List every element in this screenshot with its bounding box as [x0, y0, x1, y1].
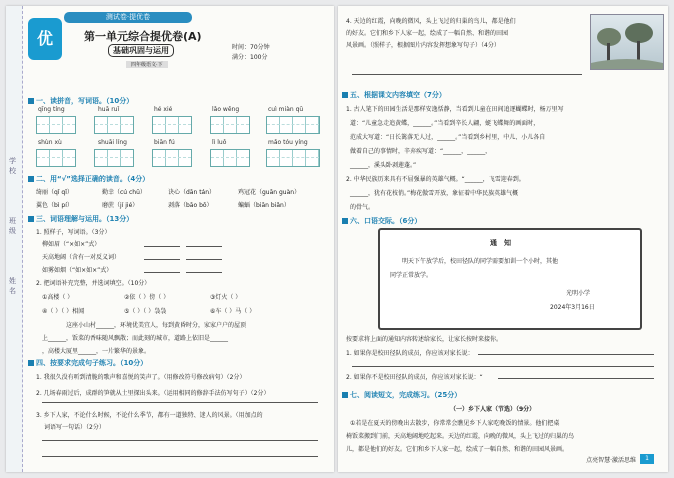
question: 天高地阔（含有一对反义词） — [42, 254, 121, 261]
pinyin: mǎo tóu yíng — [268, 139, 308, 146]
reading-text: 椅饭菜搬到门前，天高地阔地吃起来。天边的红霞，向晚的微风，头上飞过的归巢的鸟 — [346, 433, 575, 440]
choice[interactable]: 翼色（bì pí） — [36, 202, 73, 209]
choice[interactable]: 绮丽（qǐ qǐ） — [36, 189, 73, 196]
answer-line[interactable] — [498, 378, 654, 379]
binding-gutter — [6, 6, 23, 472]
answer-line[interactable] — [144, 272, 180, 273]
option: ⑤（ ）（ ）袅袅 — [124, 308, 167, 315]
text-line: 2. 中华民族历来具有不屈强暴的英雄气概。“______，飞雪迎春到。 — [346, 176, 525, 183]
question: 词语写一句话）（2分） — [44, 424, 105, 431]
pinyin: cuì miàn qū — [268, 106, 304, 113]
pinyin: shùn xù — [38, 139, 62, 146]
banner: 测试卷·提优卷 — [64, 12, 192, 23]
text-line: 做着自己的事情时，辛弃疾写道：“______，______， — [350, 148, 492, 155]
page-subtitle: 基础巩固与运用 — [108, 44, 174, 57]
pinyin: qīng tíng — [38, 106, 65, 113]
pinyin: hé xié — [154, 106, 173, 113]
choice[interactable]: 蝙蝠（biān biǎn） — [238, 202, 290, 209]
answer-line[interactable] — [186, 259, 222, 260]
text-line: 范成大写道：“日长篱落无人过，______。”当看到乡村里，中儿、小儿各自 — [350, 134, 546, 141]
text-line: 1. 古人笔下的田园生活是那样安逸恬静，当看到儿童在田间追逐蝴蝶时，杨万里写 — [346, 106, 564, 113]
notice-signature: 光明小学 — [566, 290, 591, 297]
text-line: ______，溪头卧剥莲蓬。” — [350, 162, 417, 169]
left-page — [6, 6, 334, 472]
question: 2. 如果你不是校田径队的成员，你应该对家长说：“ — [346, 374, 483, 381]
grade-tag: 四年级语文·下 — [126, 61, 168, 68]
question: 柳如眉（“×如×”式） — [42, 241, 101, 248]
section-4-title: 四、按要求完成句子练习。（10分） — [28, 358, 147, 368]
question: 如雾如烟（“如×如×”式） — [42, 267, 113, 274]
question: 3. 乡下人家，不论什么时候，不论什么季节，都有一道独特、迷人的风景。（用加点的 — [36, 412, 263, 419]
option: ⑥车（ ）马（ ） — [210, 308, 256, 315]
answer-line[interactable] — [352, 366, 654, 367]
notice-text: 明天下午放学后，校田径队的同学需要加训一个小时，其他 — [402, 258, 559, 265]
paragraph: ，高楼大厦里______，一片繁华的景象。 — [42, 348, 151, 355]
answer-grid[interactable] — [36, 149, 76, 167]
answer-line[interactable] — [186, 246, 222, 247]
badge-icon: 优 — [28, 18, 62, 60]
choice[interactable]: 诀心（dān tán） — [168, 189, 216, 196]
reading-text: ①若是在夏天的傍晚出去散步，你常常会瞧见乡下人家吃晚饭的情景。他们把桌 — [350, 420, 560, 427]
section-3-title: 三、词语理解与运用。（13分） — [28, 214, 133, 224]
choice[interactable]: 剥落（bāo bō） — [168, 202, 213, 209]
answer-grid[interactable] — [152, 116, 192, 134]
section-1-title: 一、读拼音，写词语。（10分） — [28, 96, 133, 106]
answer-line[interactable] — [352, 74, 582, 75]
pinyin: lǎo wēng — [212, 106, 240, 113]
answer-grid[interactable] — [266, 116, 320, 134]
notice-date: 2024年3月16日 — [550, 304, 595, 311]
question: 的好友。它们和乡下人家一起，绘成了一幅自然、和谐的田园 — [346, 30, 509, 37]
answer-grid[interactable] — [94, 149, 134, 167]
section-6-title: 六、口语交际。（6分） — [342, 216, 421, 226]
choice[interactable]: 鸡冠花（guān guàn） — [238, 189, 301, 196]
answer-line[interactable] — [42, 456, 318, 457]
answer-grid[interactable] — [210, 149, 250, 167]
answer-line[interactable] — [144, 259, 180, 260]
answer-grid[interactable] — [36, 116, 76, 134]
answer-line[interactable] — [186, 272, 222, 273]
text-line: 的骨气。 — [350, 204, 375, 211]
pinyin: lì luǒ — [212, 139, 227, 146]
instruction: 按要求将上面的通知内容转述给家长，让家长按时来接你。 — [346, 336, 503, 343]
text-line: 道：“儿童急走追黄蝶，______。”当看到辛长人翩，蜓飞蝶舞的画面时， — [350, 120, 540, 127]
paragraph: 这座小山村______，环境优美宜人，每到黄昏时分，家家户户的屋顶 — [66, 322, 247, 329]
question: 4. 天边的红霞，向晚的微风，头上飞过的归巢的鸟儿，都是他们 — [346, 18, 516, 25]
gutter-name: 姓名 — [9, 277, 16, 295]
gutter-class: 班级 — [9, 217, 16, 235]
question: 2. 把词语补充完整，并选词填空。（10分） — [36, 280, 151, 287]
question: 1. 照样子，写词语。（3分） — [36, 229, 111, 236]
pinyin: huā ruǐ — [98, 106, 120, 113]
option: ④（ ）（ ）相闻 — [42, 308, 85, 315]
paragraph: 上______，饭菜的香味随风飘散；而此刻的城市，道路上依旧是______ — [42, 335, 229, 342]
option: ②依（ ）傍（ ） — [124, 294, 170, 301]
right-page — [338, 6, 668, 472]
answer-line[interactable] — [478, 354, 654, 355]
page-title: 第一单元综合提优卷(A) — [84, 30, 202, 43]
question: 1. 我很久没有听到清脆的歌声和喜悦的笑声了。（用修改符号修改病句）（2分） — [36, 374, 246, 381]
gutter-school: 学校 — [9, 157, 16, 175]
text-line: ______，犹有花枝俏。”梅花傲雪开放，象征着中华民族英雄气概 — [350, 190, 519, 197]
answer-line[interactable] — [42, 440, 318, 441]
question: 2. 几场春雨过后，成群的笋就从土里探出头来。（运用相同的修辞手法仿写句子）（2分） — [36, 390, 270, 397]
answer-line[interactable] — [144, 246, 180, 247]
question: 风景画。（照样子，根据图片内容发挥想象写句子）（4分） — [346, 42, 500, 49]
reading-title: （一）乡下人家（节选）（9分） — [450, 406, 536, 413]
choice[interactable]: 磨蔗（jí jié） — [102, 202, 139, 209]
section-5-title: 五、根据课文内容填空（7分） — [342, 90, 446, 100]
choice[interactable]: 勤幸（cú chū） — [102, 189, 146, 196]
option: ①高楼（ ） — [42, 294, 74, 301]
answer-grid[interactable] — [152, 149, 192, 167]
pinyin: biān fú — [154, 139, 175, 146]
pinyin: shuāi líng — [98, 139, 127, 146]
option: ③灯火（ ） — [210, 294, 242, 301]
notice-text: 同学正常放学。 — [390, 272, 433, 279]
section-2-title: 二、用“√”选择正确的读音。（4分） — [28, 174, 149, 184]
section-7-title: 七、阅读短文，完成练习。（25分） — [342, 390, 461, 400]
notice-title: 通 知 — [490, 239, 511, 247]
answer-line[interactable] — [42, 402, 318, 403]
notice-board — [378, 228, 642, 330]
answer-grid[interactable] — [94, 116, 134, 134]
reading-text: 儿，都是他们的好友。它们和乡下人家一起，绘成了一幅自然、和谐的田园风景画。 — [346, 446, 569, 453]
page-number: 1 — [640, 454, 654, 464]
footer-brand: 点亮智慧·激活思维 — [586, 457, 636, 464]
landscape-illustration — [590, 14, 664, 70]
full-score: 满分：100分 — [232, 54, 268, 61]
answer-grid[interactable] — [266, 149, 320, 167]
time-limit: 时间：70分钟 — [232, 44, 270, 51]
answer-grid[interactable] — [210, 116, 250, 134]
question: 1. 如果你是校田径队的成员，你应该对家长说： — [346, 350, 474, 357]
trees-icon — [591, 15, 663, 69]
